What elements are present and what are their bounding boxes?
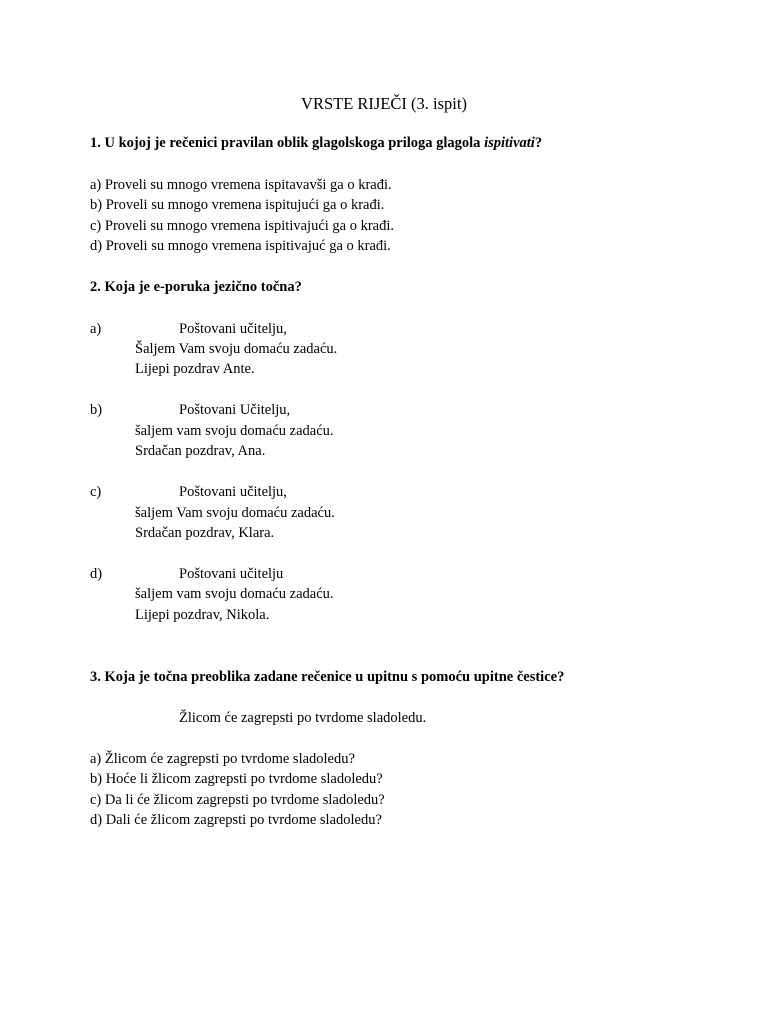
question-2-option-b-line2: Srdačan pozdrav, Ana. bbox=[135, 443, 266, 459]
question-2-option-a-greeting: Poštovani učitelju, bbox=[179, 321, 287, 337]
question-2-option-d-line1: šaljem vam svoju domaću zadaću. bbox=[135, 586, 334, 602]
question-2-option-d-greeting: Poštovani učitelju bbox=[179, 566, 284, 582]
question-1 bbox=[90, 134, 542, 152]
question-2-option-b-line1: šaljem vam svoju domaću zadaću. bbox=[135, 423, 334, 439]
question-2-option-c-line1: šaljem Vam svoju domaću zadaću. bbox=[135, 505, 335, 521]
question-2: 2. Koja je e-poruka jezično točna? bbox=[90, 279, 302, 295]
question-2-option-a-line2: Lijepi pozdrav Ante. bbox=[135, 361, 255, 377]
question-1-emphasis: ispitivati bbox=[484, 135, 535, 151]
question-1-suffix: ? bbox=[534, 135, 543, 151]
question-3-option-d: d) Dali će žlicom zagrepsti po tvrdome sladoledu? bbox=[90, 812, 382, 828]
question-2-option-a-label: a) bbox=[90, 321, 102, 337]
question-2-option-c-line2: Srdačan pozdrav, Klara. bbox=[135, 525, 275, 541]
question-1-option-c: c) Proveli su mnogo vremena ispitivajući ga o krađi. bbox=[90, 218, 395, 234]
question-3-option-c: c) Da li će žlicom zagrepsti po tvrdome sladoledu? bbox=[90, 792, 385, 808]
question-2-option-d-line2: Lijepi pozdrav, Nikola. bbox=[135, 607, 270, 623]
question-2-option-d-label: d) bbox=[90, 566, 103, 582]
question-3-sentence: Žlicom će zagrepsti po tvrdome sladoledu. bbox=[179, 710, 427, 726]
question-1-option-a: a) Proveli su mnogo vremena ispitavavši ga o krađi. bbox=[90, 177, 392, 193]
question-3-option-a: a) Žlicom će zagrepsti po tvrdome sladoledu? bbox=[90, 751, 355, 767]
question-1-option-b: b) Proveli su mnogo vremena ispitujući ga o krađi. bbox=[90, 197, 385, 213]
question-2-option-a-line1: Šaljem Vam svoju domaću zadaću. bbox=[135, 341, 338, 357]
question-1-option-d: d) Proveli su mnogo vremena ispitivajuć ga o krađi. bbox=[90, 238, 391, 254]
question-3-option-b: b) Hoće li žlicom zagrepsti po tvrdome sladoledu? bbox=[90, 771, 383, 787]
question-2-option-c-label: c) bbox=[90, 484, 102, 500]
question-1-prefix: 1. U kojoj je rečenici pravilan oblik glagolskoga priloga glagola bbox=[90, 135, 485, 151]
question-2-option-c-greeting: Poštovani učitelju, bbox=[179, 484, 287, 500]
question-2-option-b-greeting: Poštovani Učitelju, bbox=[179, 402, 291, 418]
question-3: 3. Koja je točna preoblika zadane rečenice u upitnu s pomoću upitne čestice? bbox=[90, 669, 565, 685]
document-title: VRSTE RIJEČI (3. ispit) bbox=[301, 94, 467, 113]
question-2-option-b-label: b) bbox=[90, 402, 103, 418]
